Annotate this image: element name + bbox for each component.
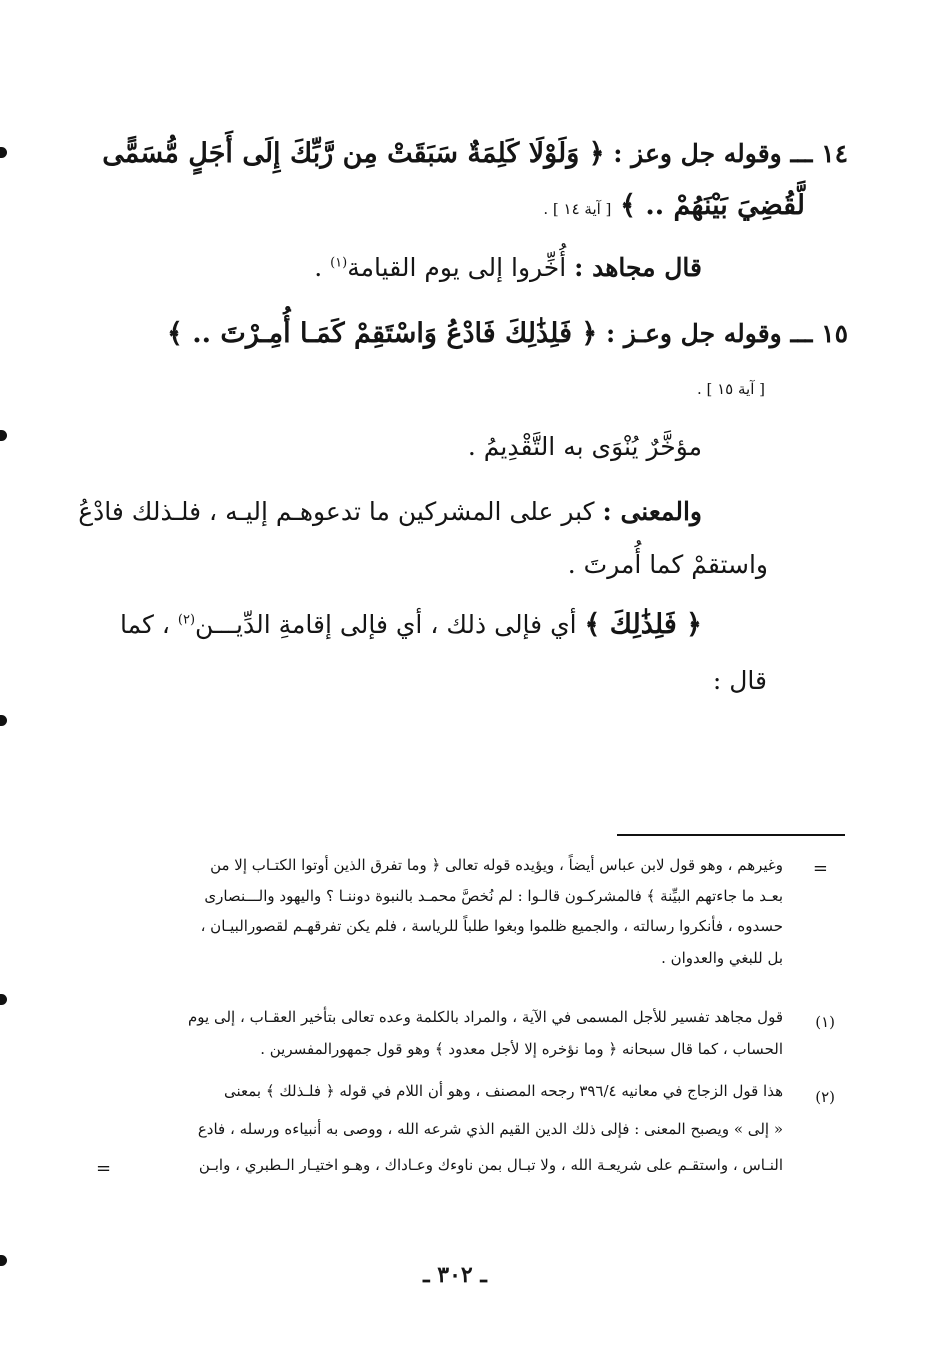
verse-intro: وقوله جل وعـز : [605, 319, 782, 348]
meaning-line-2: واستقمْ كما أُمرتَ . [567, 550, 768, 579]
footnote-2-line: النـاس ، واستقـم على شريعـة الله ، ولا تبـال بمن ناوءك وعـاداك ، وهـو اختيـار الـطبري ، وابـن [198, 1156, 783, 1174]
footnote-number: (١) [815, 1013, 835, 1031]
footnote-continuation-line: حسدوه ، فأنكروا رسالته ، والجميع ظلموا وبغوا طلباً للرياسة ، فلم يكن تفرقهـم لقصورالبيـان ، [200, 917, 783, 935]
explanation-line-2: قال : [712, 666, 767, 695]
meaning-line-1 [78, 497, 702, 526]
scan-edge-mark [0, 147, 7, 158]
mujahid-saying [314, 253, 702, 282]
quran-quote: لَّقُضِيَ بَيْنَهُمْ .. ﴾ [620, 190, 805, 221]
verse-15-line-1 [167, 318, 848, 349]
explanation-text: أي فإلى ذلك ، أي فإلى إقامةِ الدِّيـــن [195, 610, 577, 639]
footnote-continuation-line: بعـد ما جاءتهم البيِّنة ﴾ فالمشركـون قالـوا : لم نُخصَّ محمـد بالنبوة دوننـا ؟ واليهود والـــنصارى [204, 887, 783, 905]
footnote-separator [617, 834, 845, 836]
page-number: ـ ٣٠٢ ـ [423, 1262, 487, 1288]
verse-number: ١٥ ـــ [790, 319, 848, 348]
scan-edge-mark [0, 1255, 7, 1266]
punctuation: . [314, 253, 331, 282]
footnote-2-line: هذا قول الزجاج في معانيه ٣٩٦/٤ رجحه المصنف ، وهو أن اللام في قوله ﴿ فلـذلك ﴾ بمعنى [223, 1082, 783, 1100]
footnote-1-line: قول مجاهد تفسير للأجل المسمى في الآية ، والمراد بالكلمة وعده تعالى بتأخير العقـاب ، إلى يوم [187, 1008, 783, 1026]
scan-edge-mark [0, 994, 7, 1005]
meaning-text: كبر على المشركين ما تدعوهـم إليـه ، فلـذلك فادْعُ [78, 497, 595, 526]
footnote-continues-mark: = [96, 1158, 112, 1179]
speaker-label: قال مجاهد : [574, 253, 702, 282]
grammar-note: مؤخَّرٌ يُنْوَى به التَّقْدِيمُ . [467, 432, 702, 461]
verse-intro: وقوله جل وعز : [613, 139, 782, 168]
scan-edge-mark [0, 715, 7, 726]
quran-quote: ﴿ فَلِذَٰلِكَ فَادْعُ وَاسْتَقِمْ كَمَـا أُمِـرْتَ .. ﴾ [166, 318, 598, 349]
footnote-number: (٢) [815, 1088, 835, 1106]
continuation-mark: = [812, 858, 828, 879]
quran-quote: ﴿ فَلِذَٰلِكَ ﴾ [584, 609, 702, 640]
explanation-end: ، كما [119, 610, 178, 639]
footnote-continuation-line: بل للبغي والعدوان . [661, 949, 783, 967]
verse-14-line-2 [543, 190, 805, 221]
footnote-reference: (١) [330, 255, 348, 271]
verse-number: ١٤ ـــ [790, 139, 848, 168]
footnote-reference: (٢) [177, 612, 196, 628]
footnote-1-line: الحساب ، كما قال سبحانه ﴿ وما نؤخره إلا لأجل معدود ﴾ وهو قول جمهورالمفسرين . [260, 1040, 783, 1058]
meaning-label: والمعنى : [602, 497, 702, 526]
verse-14-line-1 [102, 138, 848, 169]
verse-reference: [ آية ١٤ ] . [543, 200, 612, 218]
footnote-2-line: « إلى » ويصبح المعنى : فإلى ذلك الدين القيم الذي شرعه الله ، ووصى به أنبياءه ورسله ، فادع [197, 1120, 783, 1138]
quran-quote: ﴿ وَلَوْلَا كَلِمَةٌ سَبَقَتْ مِن رَّبِّكَ إِلَى أَجَلٍ مُّسَمًّى [102, 138, 605, 169]
saying-text: أُخِّروا إلى يوم القيامة [347, 253, 567, 282]
footnote-continuation-line: وغيرهم ، وهو قول لابن عباس أيضاً ، ويؤيده قوله تعالى ﴿ وما تفرق الذين أوتوا الكتـاب إلا من [210, 856, 783, 874]
explanation-line-1 [120, 609, 702, 640]
verse-reference: [ آية ١٥ ] . [696, 380, 765, 398]
scan-edge-mark [0, 430, 7, 441]
